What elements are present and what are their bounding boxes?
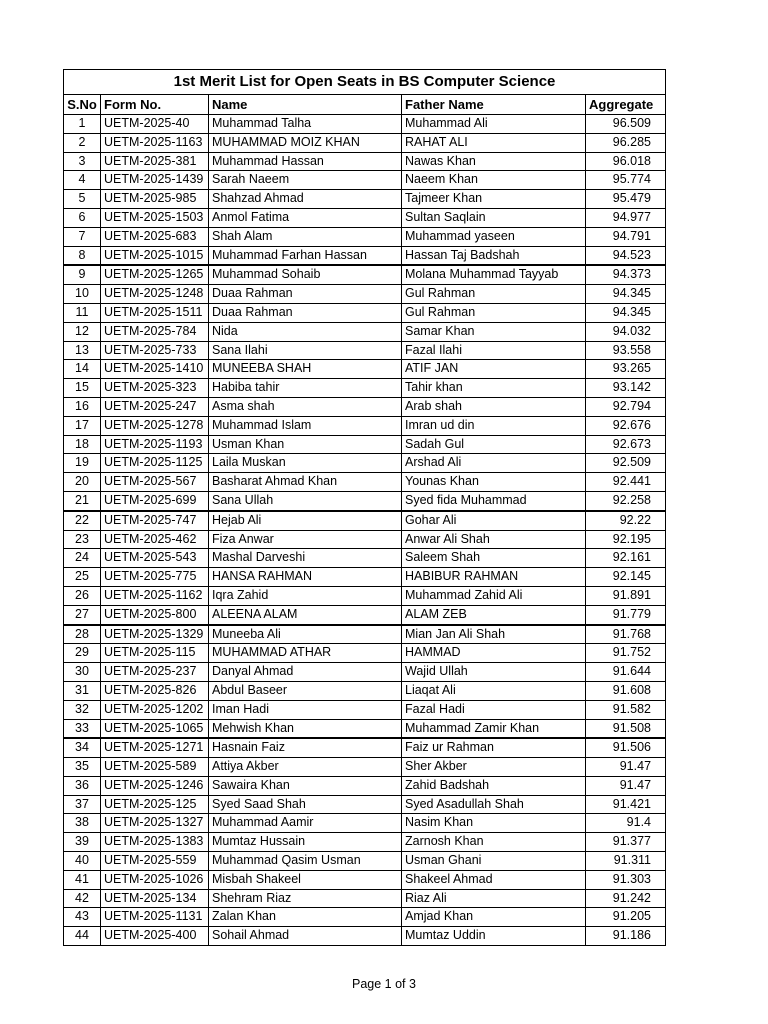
cell-sno: 26 bbox=[64, 586, 101, 605]
cell-father-name: ALAM ZEB bbox=[402, 605, 586, 624]
table-row bbox=[64, 190, 666, 209]
cell-sno: 28 bbox=[64, 625, 101, 644]
cell-sno: 14 bbox=[64, 360, 101, 379]
cell-name: Iman Hadi bbox=[209, 700, 402, 719]
cell-form-no: UETM-2025-1439 bbox=[101, 171, 209, 190]
table-row bbox=[64, 473, 666, 492]
cell-name: Danyal Ahmad bbox=[209, 663, 402, 682]
table-row bbox=[64, 568, 666, 587]
cell-name: Nida bbox=[209, 322, 402, 341]
cell-form-no: UETM-2025-462 bbox=[101, 530, 209, 549]
cell-form-no: UETM-2025-1327 bbox=[101, 814, 209, 833]
cell-form-no: UETM-2025-1271 bbox=[101, 738, 209, 757]
cell-aggregate: 91.608 bbox=[586, 681, 666, 700]
cell-name: Habiba tahir bbox=[209, 379, 402, 398]
cell-sno: 15 bbox=[64, 379, 101, 398]
cell-name: Abdul Baseer bbox=[209, 681, 402, 700]
cell-sno: 40 bbox=[64, 852, 101, 871]
cell-name: Muhammad Sohaib bbox=[209, 265, 402, 284]
cell-form-no: UETM-2025-323 bbox=[101, 379, 209, 398]
cell-aggregate: 94.345 bbox=[586, 285, 666, 304]
table-row bbox=[64, 341, 666, 360]
cell-sno: 16 bbox=[64, 397, 101, 416]
cell-form-no: UETM-2025-1383 bbox=[101, 833, 209, 852]
cell-sno: 39 bbox=[64, 833, 101, 852]
cell-aggregate: 91.644 bbox=[586, 663, 666, 682]
cell-name: Muhammad Islam bbox=[209, 416, 402, 435]
table-row bbox=[64, 586, 666, 605]
page-footer: Page 1 of 3 bbox=[352, 977, 416, 991]
cell-name: Laila Muskan bbox=[209, 454, 402, 473]
cell-aggregate: 91.891 bbox=[586, 586, 666, 605]
merit-list-table bbox=[63, 69, 666, 946]
table-row bbox=[64, 435, 666, 454]
cell-name: Usman Khan bbox=[209, 435, 402, 454]
cell-sno: 9 bbox=[64, 265, 101, 284]
table-body bbox=[64, 115, 666, 946]
cell-sno: 36 bbox=[64, 776, 101, 795]
cell-father-name: Tahir khan bbox=[402, 379, 586, 398]
cell-sno: 19 bbox=[64, 454, 101, 473]
cell-name: Sawaira Khan bbox=[209, 776, 402, 795]
cell-aggregate: 91.242 bbox=[586, 889, 666, 908]
cell-father-name: Riaz Ali bbox=[402, 889, 586, 908]
cell-aggregate: 91.205 bbox=[586, 908, 666, 927]
cell-name: Misbah Shakeel bbox=[209, 870, 402, 889]
cell-aggregate: 91.768 bbox=[586, 625, 666, 644]
header-aggregate: Aggregate bbox=[586, 95, 666, 115]
table-row bbox=[64, 227, 666, 246]
cell-aggregate: 91.421 bbox=[586, 795, 666, 814]
cell-aggregate: 94.345 bbox=[586, 303, 666, 322]
cell-sno: 23 bbox=[64, 530, 101, 549]
cell-father-name: Arshad Ali bbox=[402, 454, 586, 473]
cell-sno: 33 bbox=[64, 719, 101, 738]
cell-aggregate: 92.676 bbox=[586, 416, 666, 435]
table-row bbox=[64, 511, 666, 530]
cell-sno: 12 bbox=[64, 322, 101, 341]
cell-name: ALEENA ALAM bbox=[209, 605, 402, 624]
cell-form-no: UETM-2025-589 bbox=[101, 758, 209, 777]
cell-aggregate: 92.145 bbox=[586, 568, 666, 587]
cell-aggregate: 91.779 bbox=[586, 605, 666, 624]
cell-aggregate: 96.509 bbox=[586, 115, 666, 134]
cell-aggregate: 92.441 bbox=[586, 473, 666, 492]
table-title: 1st Merit List for Open Seats in BS Computer Science bbox=[64, 70, 666, 95]
cell-name: Zalan Khan bbox=[209, 908, 402, 927]
cell-sno: 18 bbox=[64, 435, 101, 454]
cell-sno: 3 bbox=[64, 152, 101, 171]
cell-aggregate: 91.752 bbox=[586, 644, 666, 663]
cell-form-no: UETM-2025-400 bbox=[101, 927, 209, 946]
cell-father-name: Fazal Ilahi bbox=[402, 341, 586, 360]
cell-aggregate: 91.506 bbox=[586, 738, 666, 757]
cell-form-no: UETM-2025-237 bbox=[101, 663, 209, 682]
cell-father-name: Wajid Ullah bbox=[402, 663, 586, 682]
cell-sno: 17 bbox=[64, 416, 101, 435]
cell-father-name: Sher Akber bbox=[402, 758, 586, 777]
cell-name: Mumtaz Hussain bbox=[209, 833, 402, 852]
header-sno: S.No bbox=[64, 95, 101, 115]
table-row bbox=[64, 171, 666, 190]
cell-name: Shahzad Ahmad bbox=[209, 190, 402, 209]
cell-name: Shehram Riaz bbox=[209, 889, 402, 908]
cell-aggregate: 93.558 bbox=[586, 341, 666, 360]
cell-name: Attiya Akber bbox=[209, 758, 402, 777]
cell-father-name: Muhammad yaseen bbox=[402, 227, 586, 246]
table-row bbox=[64, 133, 666, 152]
cell-sno: 31 bbox=[64, 681, 101, 700]
table-row bbox=[64, 889, 666, 908]
cell-father-name: Shakeel Ahmad bbox=[402, 870, 586, 889]
cell-aggregate: 91.377 bbox=[586, 833, 666, 852]
cell-aggregate: 91.47 bbox=[586, 758, 666, 777]
table-row bbox=[64, 416, 666, 435]
cell-form-no: UETM-2025-40 bbox=[101, 115, 209, 134]
cell-sno: 35 bbox=[64, 758, 101, 777]
cell-father-name: Nawas Khan bbox=[402, 152, 586, 171]
cell-sno: 2 bbox=[64, 133, 101, 152]
cell-father-name: Liaqat Ali bbox=[402, 681, 586, 700]
cell-sno: 22 bbox=[64, 511, 101, 530]
cell-aggregate: 95.774 bbox=[586, 171, 666, 190]
cell-sno: 34 bbox=[64, 738, 101, 757]
cell-father-name: Muhammad Zahid Ali bbox=[402, 586, 586, 605]
cell-form-no: UETM-2025-543 bbox=[101, 549, 209, 568]
cell-form-no: UETM-2025-1065 bbox=[101, 719, 209, 738]
table-row bbox=[64, 833, 666, 852]
table-row bbox=[64, 208, 666, 227]
cell-form-no: UETM-2025-1162 bbox=[101, 586, 209, 605]
cell-form-no: UETM-2025-1329 bbox=[101, 625, 209, 644]
cell-aggregate: 91.311 bbox=[586, 852, 666, 871]
table-row bbox=[64, 379, 666, 398]
cell-name: Duaa Rahman bbox=[209, 303, 402, 322]
cell-aggregate: 91.4 bbox=[586, 814, 666, 833]
cell-form-no: UETM-2025-125 bbox=[101, 795, 209, 814]
table-row bbox=[64, 285, 666, 304]
cell-form-no: UETM-2025-784 bbox=[101, 322, 209, 341]
cell-aggregate: 95.479 bbox=[586, 190, 666, 209]
table-row bbox=[64, 246, 666, 265]
cell-form-no: UETM-2025-1410 bbox=[101, 360, 209, 379]
cell-sno: 38 bbox=[64, 814, 101, 833]
cell-aggregate: 94.032 bbox=[586, 322, 666, 341]
cell-form-no: UETM-2025-134 bbox=[101, 889, 209, 908]
cell-sno: 6 bbox=[64, 208, 101, 227]
header-form-no: Form No. bbox=[101, 95, 209, 115]
cell-aggregate: 92.195 bbox=[586, 530, 666, 549]
cell-aggregate: 92.22 bbox=[586, 511, 666, 530]
cell-name: Muhammad Qasim Usman bbox=[209, 852, 402, 871]
cell-form-no: UETM-2025-1163 bbox=[101, 133, 209, 152]
cell-form-no: UETM-2025-733 bbox=[101, 341, 209, 360]
cell-sno: 24 bbox=[64, 549, 101, 568]
cell-form-no: UETM-2025-985 bbox=[101, 190, 209, 209]
cell-form-no: UETM-2025-800 bbox=[101, 605, 209, 624]
cell-father-name: Imran ud din bbox=[402, 416, 586, 435]
cell-sno: 25 bbox=[64, 568, 101, 587]
cell-name: Muneeba Ali bbox=[209, 625, 402, 644]
cell-form-no: UETM-2025-1265 bbox=[101, 265, 209, 284]
cell-aggregate: 94.373 bbox=[586, 265, 666, 284]
cell-sno: 44 bbox=[64, 927, 101, 946]
cell-father-name: ATIF JAN bbox=[402, 360, 586, 379]
cell-aggregate: 92.161 bbox=[586, 549, 666, 568]
cell-father-name: Zarnosh Khan bbox=[402, 833, 586, 852]
cell-aggregate: 92.794 bbox=[586, 397, 666, 416]
cell-father-name: Mumtaz Uddin bbox=[402, 927, 586, 946]
table-row bbox=[64, 776, 666, 795]
cell-father-name: Tajmeer Khan bbox=[402, 190, 586, 209]
cell-father-name: Gul Rahman bbox=[402, 285, 586, 304]
table-row bbox=[64, 908, 666, 927]
table-row bbox=[64, 738, 666, 757]
cell-name: Mashal Darveshi bbox=[209, 549, 402, 568]
cell-name: Sana Ullah bbox=[209, 491, 402, 510]
table-row bbox=[64, 360, 666, 379]
cell-form-no: UETM-2025-1503 bbox=[101, 208, 209, 227]
table-row bbox=[64, 663, 666, 682]
table-row bbox=[64, 322, 666, 341]
cell-father-name: HABIBUR RAHMAN bbox=[402, 568, 586, 587]
cell-father-name: RAHAT ALI bbox=[402, 133, 586, 152]
cell-father-name: Nasim Khan bbox=[402, 814, 586, 833]
table-row bbox=[64, 700, 666, 719]
cell-father-name: Faiz ur Rahman bbox=[402, 738, 586, 757]
table-row bbox=[64, 644, 666, 663]
cell-aggregate: 93.142 bbox=[586, 379, 666, 398]
cell-father-name: Usman Ghani bbox=[402, 852, 586, 871]
cell-aggregate: 91.582 bbox=[586, 700, 666, 719]
cell-form-no: UETM-2025-1125 bbox=[101, 454, 209, 473]
cell-father-name: Sultan Saqlain bbox=[402, 208, 586, 227]
cell-aggregate: 92.258 bbox=[586, 491, 666, 510]
cell-father-name: Hassan Taj Badshah bbox=[402, 246, 586, 265]
cell-sno: 1 bbox=[64, 115, 101, 134]
cell-father-name: Samar Khan bbox=[402, 322, 586, 341]
cell-aggregate: 96.285 bbox=[586, 133, 666, 152]
cell-form-no: UETM-2025-381 bbox=[101, 152, 209, 171]
cell-aggregate: 92.673 bbox=[586, 435, 666, 454]
cell-form-no: UETM-2025-1248 bbox=[101, 285, 209, 304]
cell-form-no: UETM-2025-1193 bbox=[101, 435, 209, 454]
table-row bbox=[64, 530, 666, 549]
cell-name: Muhammad Hassan bbox=[209, 152, 402, 171]
cell-name: Sarah Naeem bbox=[209, 171, 402, 190]
cell-sno: 5 bbox=[64, 190, 101, 209]
cell-sno: 37 bbox=[64, 795, 101, 814]
cell-form-no: UETM-2025-775 bbox=[101, 568, 209, 587]
cell-name: HANSA RAHMAN bbox=[209, 568, 402, 587]
cell-name: Basharat Ahmad Khan bbox=[209, 473, 402, 492]
cell-sno: 32 bbox=[64, 700, 101, 719]
cell-form-no: UETM-2025-115 bbox=[101, 644, 209, 663]
cell-form-no: UETM-2025-1131 bbox=[101, 908, 209, 927]
cell-name: MUNEEBA SHAH bbox=[209, 360, 402, 379]
cell-form-no: UETM-2025-683 bbox=[101, 227, 209, 246]
table-row bbox=[64, 454, 666, 473]
cell-name: Mehwish Khan bbox=[209, 719, 402, 738]
cell-form-no: UETM-2025-1026 bbox=[101, 870, 209, 889]
cell-aggregate: 91.303 bbox=[586, 870, 666, 889]
cell-form-no: UETM-2025-699 bbox=[101, 491, 209, 510]
cell-name: Shah Alam bbox=[209, 227, 402, 246]
cell-name: MUHAMMAD ATHAR bbox=[209, 644, 402, 663]
cell-form-no: UETM-2025-1202 bbox=[101, 700, 209, 719]
cell-name: Hejab Ali bbox=[209, 511, 402, 530]
cell-father-name: Zahid Badshah bbox=[402, 776, 586, 795]
table-row bbox=[64, 927, 666, 946]
cell-sno: 27 bbox=[64, 605, 101, 624]
table-row bbox=[64, 758, 666, 777]
table-row bbox=[64, 852, 666, 871]
cell-sno: 8 bbox=[64, 246, 101, 265]
cell-father-name: Syed Asadullah Shah bbox=[402, 795, 586, 814]
cell-form-no: UETM-2025-747 bbox=[101, 511, 209, 530]
cell-form-no: UETM-2025-826 bbox=[101, 681, 209, 700]
cell-name: Syed Saad Shah bbox=[209, 795, 402, 814]
cell-name: Sohail Ahmad bbox=[209, 927, 402, 946]
cell-father-name: Mian Jan Ali Shah bbox=[402, 625, 586, 644]
table-row bbox=[64, 115, 666, 134]
cell-father-name: Sadah Gul bbox=[402, 435, 586, 454]
header-name: Name bbox=[209, 95, 402, 115]
table-row bbox=[64, 795, 666, 814]
cell-name: Muhammad Aamir bbox=[209, 814, 402, 833]
cell-sno: 29 bbox=[64, 644, 101, 663]
cell-father-name: Muhammad Zamir Khan bbox=[402, 719, 586, 738]
cell-sno: 10 bbox=[64, 285, 101, 304]
table-row bbox=[64, 625, 666, 644]
cell-father-name: Arab shah bbox=[402, 397, 586, 416]
header-row bbox=[64, 95, 666, 115]
cell-name: Sana Ilahi bbox=[209, 341, 402, 360]
cell-form-no: UETM-2025-1246 bbox=[101, 776, 209, 795]
cell-name: Fiza Anwar bbox=[209, 530, 402, 549]
table-row bbox=[64, 549, 666, 568]
cell-form-no: UETM-2025-567 bbox=[101, 473, 209, 492]
cell-sno: 41 bbox=[64, 870, 101, 889]
cell-sno: 42 bbox=[64, 889, 101, 908]
cell-father-name: Gul Rahman bbox=[402, 303, 586, 322]
header-father-name: Father Name bbox=[402, 95, 586, 115]
cell-father-name: Younas Khan bbox=[402, 473, 586, 492]
cell-aggregate: 94.977 bbox=[586, 208, 666, 227]
cell-name: Iqra Zahid bbox=[209, 586, 402, 605]
cell-sno: 11 bbox=[64, 303, 101, 322]
cell-father-name: HAMMAD bbox=[402, 644, 586, 663]
cell-name: Muhammad Talha bbox=[209, 115, 402, 134]
cell-form-no: UETM-2025-247 bbox=[101, 397, 209, 416]
cell-name: Muhammad Farhan Hassan bbox=[209, 246, 402, 265]
table-row bbox=[64, 605, 666, 624]
cell-father-name: Syed fida Muhammad bbox=[402, 491, 586, 510]
cell-sno: 43 bbox=[64, 908, 101, 927]
cell-name: Asma shah bbox=[209, 397, 402, 416]
cell-form-no: UETM-2025-1511 bbox=[101, 303, 209, 322]
cell-aggregate: 94.791 bbox=[586, 227, 666, 246]
cell-name: Duaa Rahman bbox=[209, 285, 402, 304]
cell-name: MUHAMMAD MOIZ KHAN bbox=[209, 133, 402, 152]
cell-father-name: Naeem Khan bbox=[402, 171, 586, 190]
cell-father-name: Muhammad Ali bbox=[402, 115, 586, 134]
cell-form-no: UETM-2025-1278 bbox=[101, 416, 209, 435]
cell-form-no: UETM-2025-559 bbox=[101, 852, 209, 871]
cell-aggregate: 91.47 bbox=[586, 776, 666, 795]
cell-father-name: Fazal Hadi bbox=[402, 700, 586, 719]
table-row bbox=[64, 397, 666, 416]
cell-aggregate: 96.018 bbox=[586, 152, 666, 171]
table-row bbox=[64, 870, 666, 889]
cell-father-name: Amjad Khan bbox=[402, 908, 586, 927]
table-row bbox=[64, 303, 666, 322]
cell-form-no: UETM-2025-1015 bbox=[101, 246, 209, 265]
cell-aggregate: 91.508 bbox=[586, 719, 666, 738]
table-row bbox=[64, 719, 666, 738]
cell-sno: 30 bbox=[64, 663, 101, 682]
cell-aggregate: 91.186 bbox=[586, 927, 666, 946]
table-row bbox=[64, 265, 666, 284]
cell-father-name: Molana Muhammad Tayyab bbox=[402, 265, 586, 284]
cell-sno: 7 bbox=[64, 227, 101, 246]
cell-name: Anmol Fatima bbox=[209, 208, 402, 227]
cell-aggregate: 93.265 bbox=[586, 360, 666, 379]
cell-father-name: Anwar Ali Shah bbox=[402, 530, 586, 549]
table-row bbox=[64, 152, 666, 171]
cell-sno: 4 bbox=[64, 171, 101, 190]
cell-sno: 20 bbox=[64, 473, 101, 492]
cell-father-name: Gohar Ali bbox=[402, 511, 586, 530]
cell-aggregate: 94.523 bbox=[586, 246, 666, 265]
table-row bbox=[64, 491, 666, 510]
cell-sno: 13 bbox=[64, 341, 101, 360]
table-row bbox=[64, 681, 666, 700]
cell-sno: 21 bbox=[64, 491, 101, 510]
cell-name: Hasnain Faiz bbox=[209, 738, 402, 757]
table-row bbox=[64, 814, 666, 833]
cell-aggregate: 92.509 bbox=[586, 454, 666, 473]
cell-father-name: Saleem Shah bbox=[402, 549, 586, 568]
